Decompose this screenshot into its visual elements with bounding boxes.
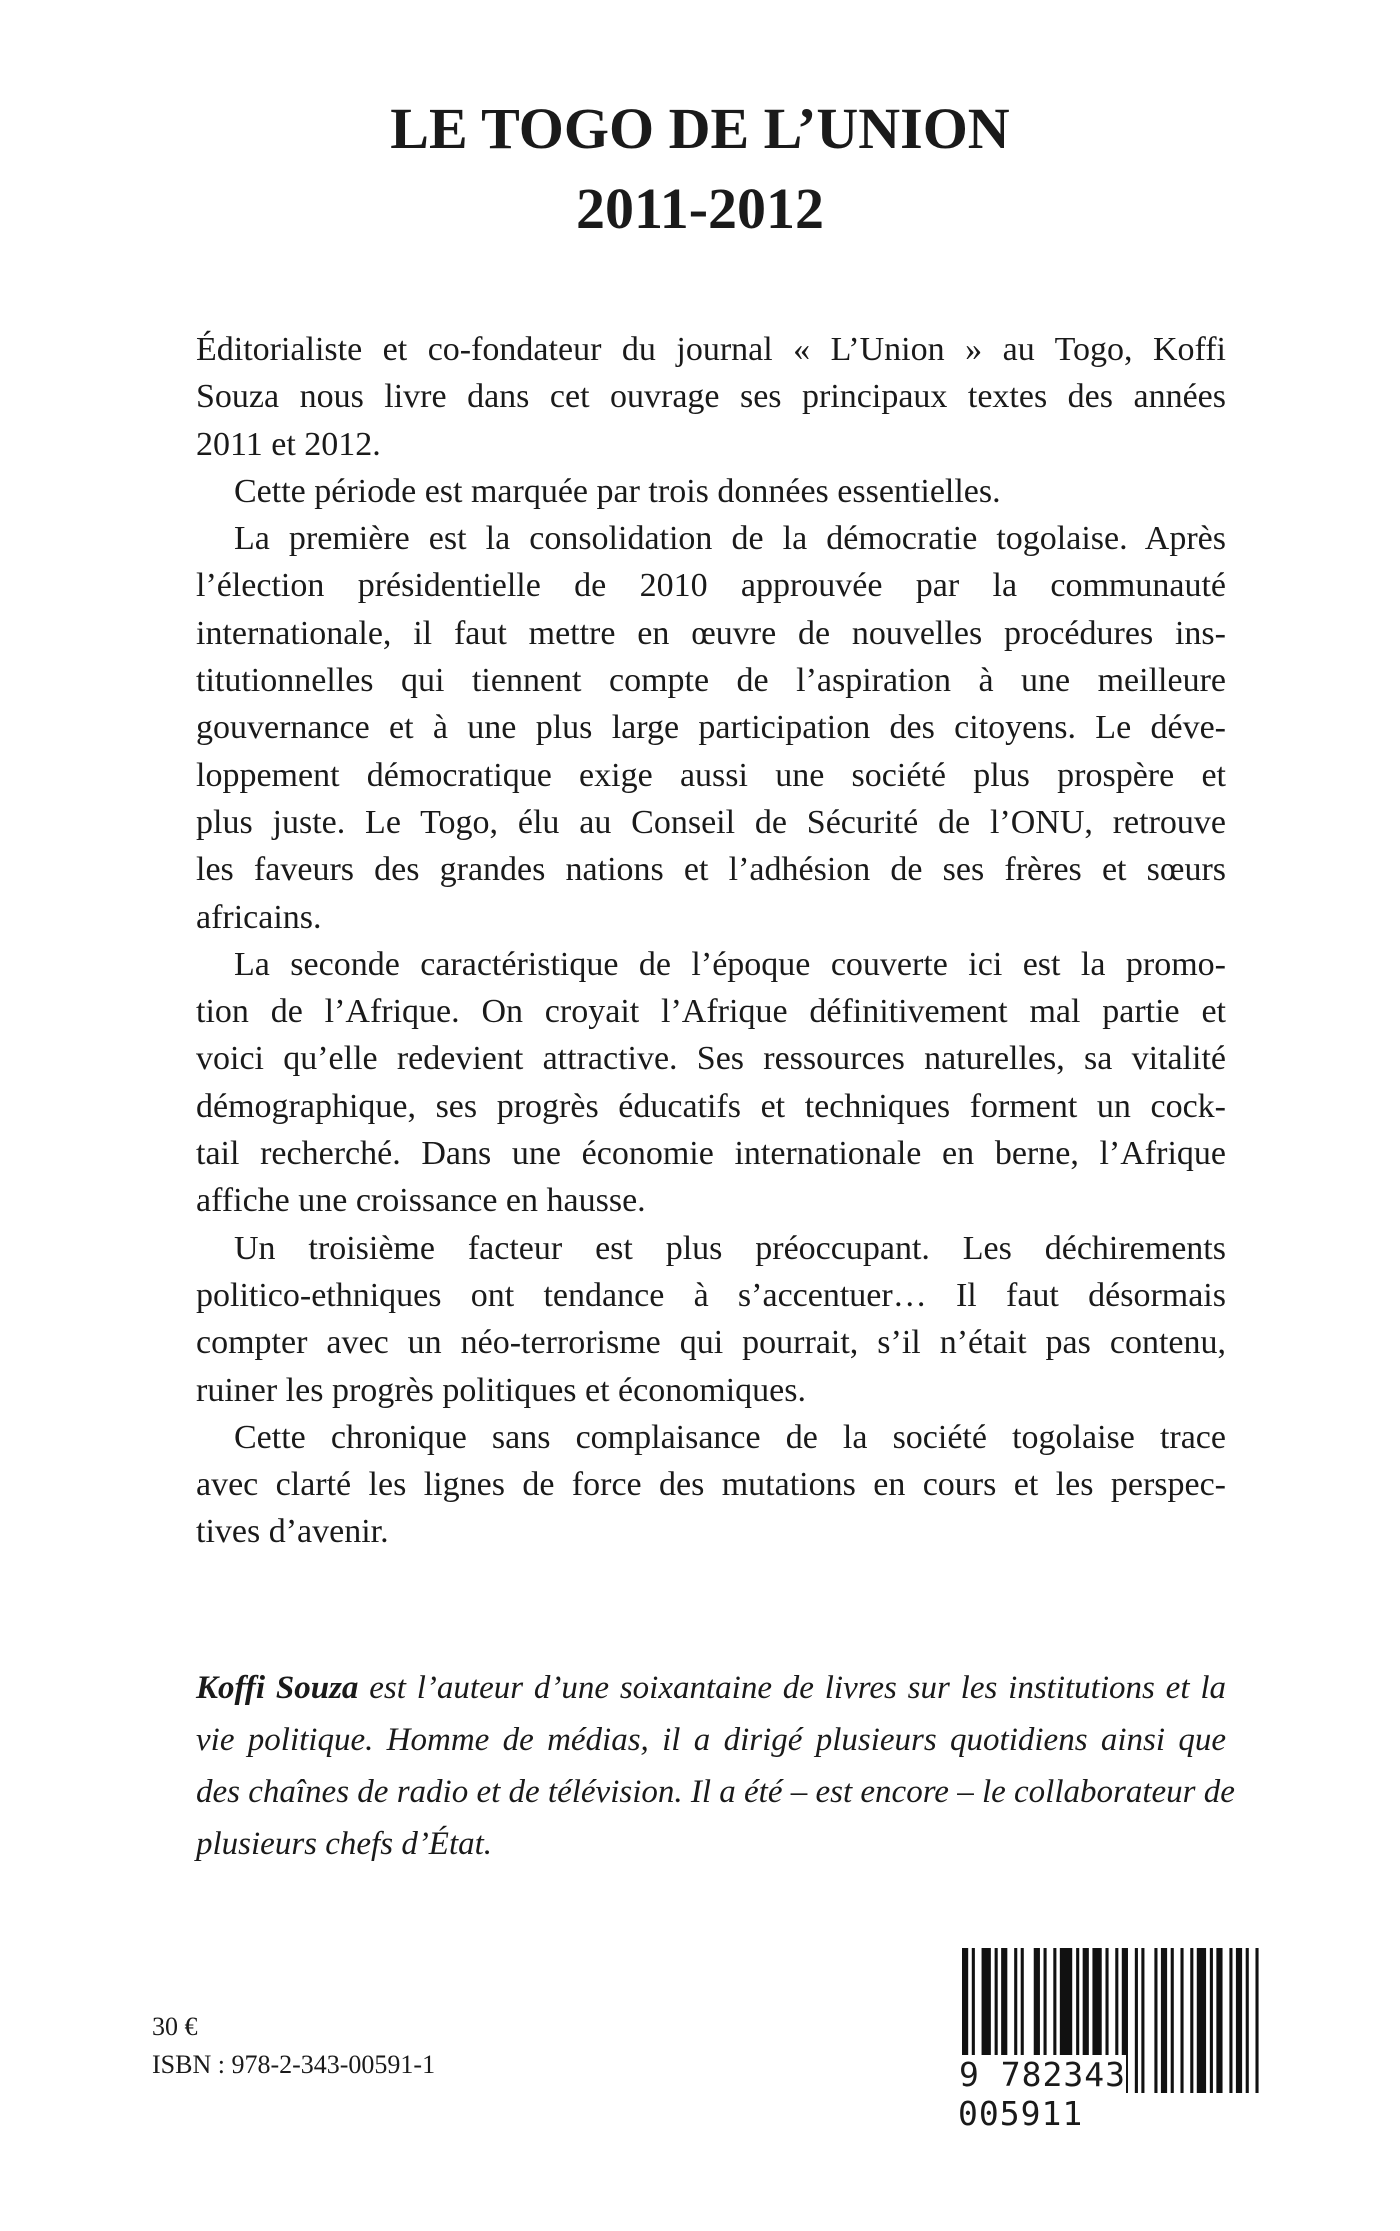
text-line: titutionnelles qui tiennent compte de l’aspiration à une meilleure [196,662,1226,700]
isbn: ISBN : 978-2-343-00591-1 [152,2050,436,2079]
text-line: Souza nous livre dans cet ouvrage ses principaux textes des années [196,378,1226,416]
text-line: Cette période est marquée par trois données essentielles. [234,472,1001,510]
author-bio [196,1662,1235,1870]
bio-text: est l’auteur d’une soixantaine de livres sur les institutions et la [358,1670,1226,1706]
price: 30 € [152,2012,198,2041]
bio-line: vie politique. Homme de médias, il a dirigé plusieurs quotidiens ainsi que [196,1722,1226,1758]
text-line: l’élection présidentielle de 2010 approuvée par la communauté [196,567,1226,605]
paragraph [196,515,1226,941]
text-line: ruiner les progrès politiques et économiques. [196,1371,806,1409]
text-line: La seconde caractéristique de l’époque couverte ici est la promo- [234,945,1226,983]
bio-line [196,1662,1226,1714]
bio-line: plusieurs chefs d’État. [196,1826,493,1862]
text-line: plus juste. Le Togo, élu au Conseil de Sécurité de l’ONU, retrouve [196,803,1226,841]
text-line: loppement démocratique exige aussi une société plus prospère et [196,756,1226,794]
paragraph [196,1225,1226,1414]
text-line: les faveurs des grandes nations et l’adhésion de ses frères et sœurs [196,851,1226,889]
book-years: 2011-2012 [575,176,825,241]
text-line: La première est la consolidation de la démocratie togolaise. Après [234,520,1226,558]
text-line: africains. [196,898,322,936]
text-line: compter avec un néo-terrorisme qui pourrait, s’il n’était pas contenu, [196,1324,1226,1362]
text-line: affiche une croissance en hausse. [196,1182,646,1220]
text-line: politico-ethniques ont tendance à s’accentuer… Il faut désormais [196,1276,1226,1314]
text-line: Un troisième facteur est plus préoccupant. Les déchirements [234,1229,1226,1267]
book-title: LE TOGO DE L’UNION [390,96,1010,161]
text-line: voici qu’elle redevient attractive. Ses ressources naturelles, sa vitalité [196,1040,1226,1078]
text-line: Cette chronique sans complaisance de la société togolaise trace [234,1418,1226,1456]
paragraph [196,326,1226,468]
paragraph [196,941,1226,1225]
bio-line: des chaînes de radio et de télévision. Il a été – est encore – le collaborateur de [196,1774,1235,1810]
text-line: 2011 et 2012. [196,425,381,463]
text-line: tives d’avenir. [196,1513,389,1551]
text-line: avec clarté les lignes de force des mutations en cours et les perspec- [196,1466,1226,1504]
paragraph [196,1414,1226,1556]
text-line: démographique, ses progrès éducatifs et techniques forment un cock- [196,1087,1226,1125]
barcode-digits [958,2055,1264,2133]
author-name: Koffi Souza [196,1670,359,1706]
barcode-number: 9 782343 005911 [958,2055,1126,2133]
paragraph [196,468,1226,515]
text-line: Éditorialiste et co-fondateur du journal « L’Union » au Togo, Koffi [196,331,1226,368]
back-cover-text [196,326,1226,1556]
text-line: tion de l’Afrique. On croyait l’Afrique définitivement mal partie et [196,993,1226,1031]
text-line: gouvernance et à une plus large participation des citoyens. Le déve- [196,709,1226,747]
text-line: tail recherché. Dans une économie internationale en berne, l’Afrique [196,1135,1226,1173]
text-line: internationale, il faut mettre en œuvre de nouvelles procédures ins- [196,614,1226,652]
